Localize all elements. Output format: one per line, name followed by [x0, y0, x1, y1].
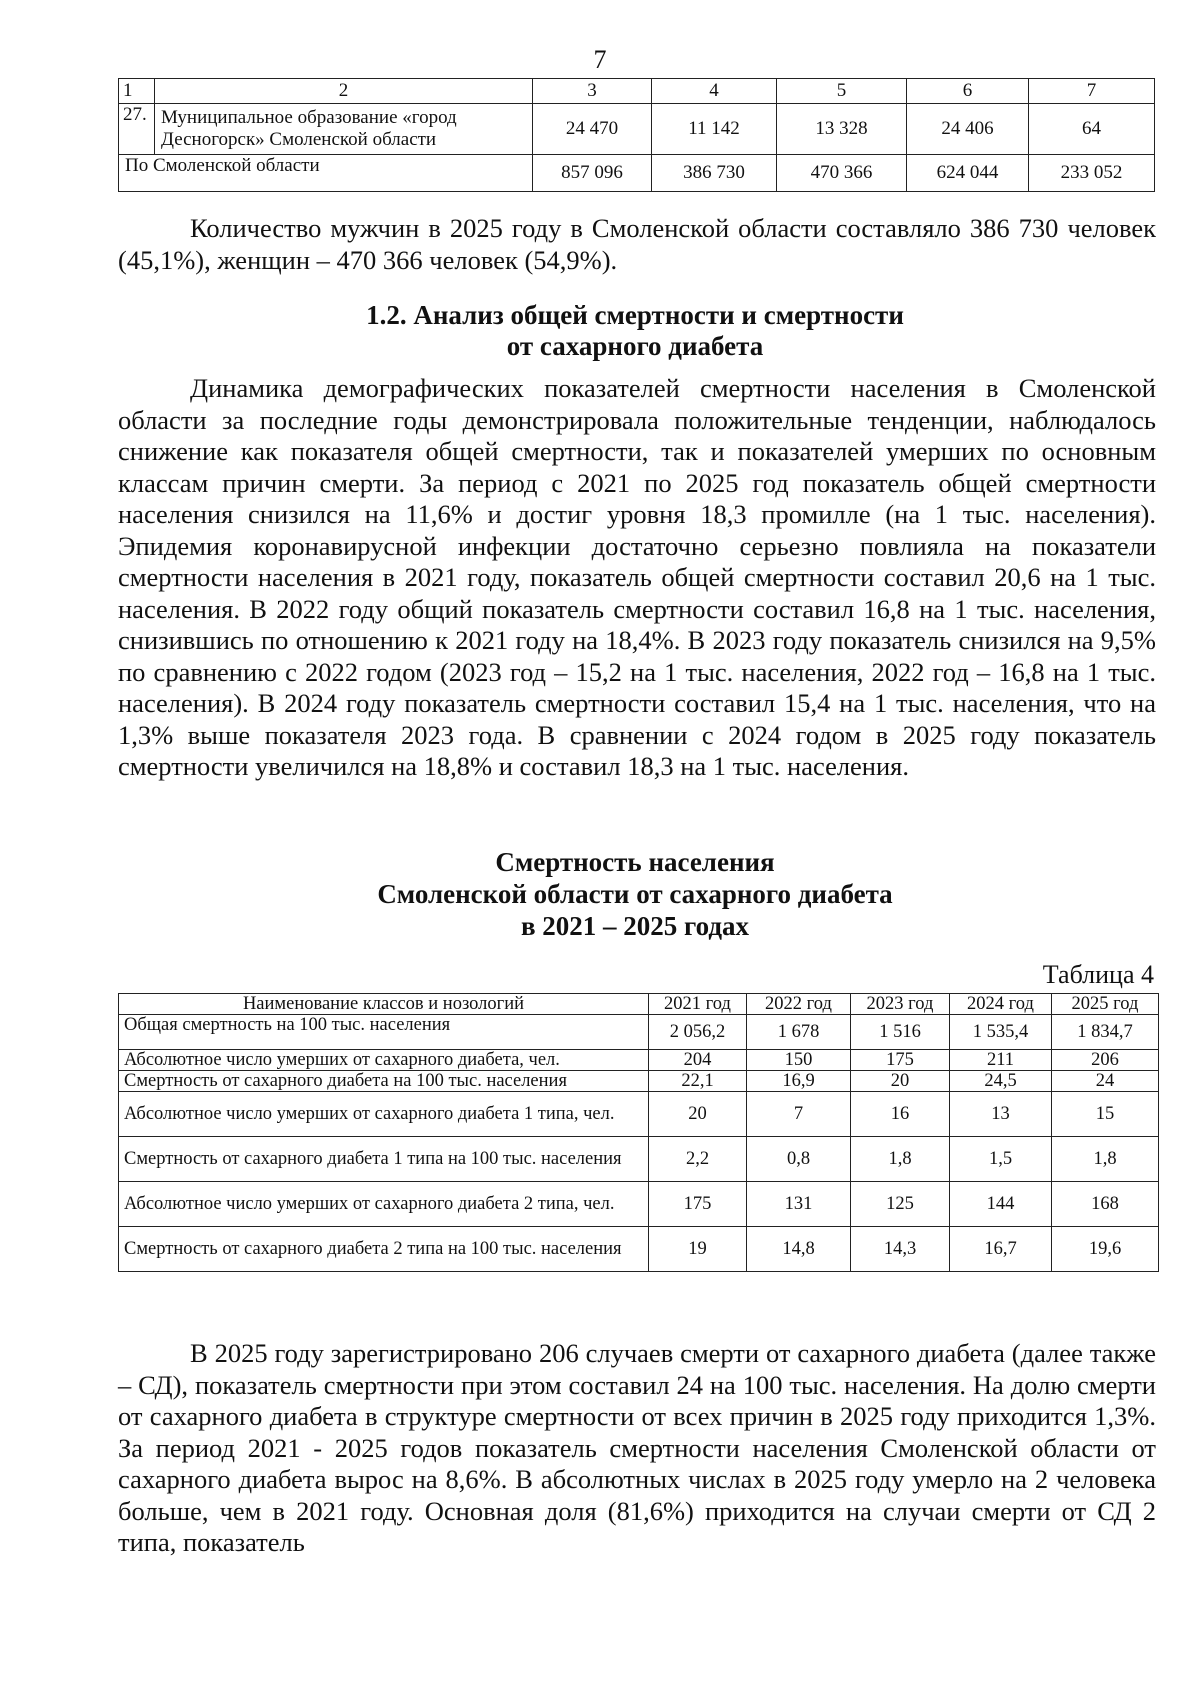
table-cell: 24 470: [533, 104, 652, 155]
table-row: [119, 1182, 1159, 1227]
table-row: [119, 104, 1155, 155]
table-cell: 20: [649, 1092, 747, 1137]
table-cell: 16,9: [747, 1071, 851, 1092]
paragraph-population: Количество мужчин в 2025 году в Смоленской области составляло 386 730 человек (45,1%), женщин – 470 366 человек (54,9%).: [118, 213, 1156, 275]
table-cell: 131: [747, 1182, 851, 1227]
row-name: [155, 104, 533, 155]
table-header-cell: Наименование классов и нозологий: [119, 994, 649, 1015]
table-cell: 13 328: [777, 104, 907, 155]
table-cell: 13: [950, 1092, 1052, 1137]
table-row: [119, 1071, 1159, 1092]
table-row: [119, 1137, 1159, 1182]
population-table: [118, 78, 1155, 192]
table-header-cell: 2022 год: [747, 994, 851, 1015]
table-cell: 1,5: [950, 1137, 1052, 1182]
table-cell: 1 535,4: [950, 1015, 1052, 1050]
table-cell: 1 834,7: [1052, 1015, 1159, 1050]
table-header-row: [119, 994, 1159, 1015]
total-row: [119, 155, 1155, 192]
table-cell: 175: [851, 1050, 950, 1071]
table-cell: 175: [649, 1182, 747, 1227]
row-label: Смертность от сахарного диабета 2 типа на 100 тыс. населения: [119, 1227, 649, 1272]
table-header-cell: 2025 год: [1052, 994, 1159, 1015]
table-cell: 19: [649, 1227, 747, 1272]
table-cell: 14,8: [747, 1227, 851, 1272]
table-cell: 22,1: [649, 1071, 747, 1092]
table-caption: Таблица 4: [1042, 960, 1154, 989]
table-cell: 1 678: [747, 1015, 851, 1050]
table-header-cell: 6: [907, 79, 1029, 104]
table-cell: 0,8: [747, 1137, 851, 1182]
table-cell: 16: [851, 1092, 950, 1137]
table-header-cell: 2024 год: [950, 994, 1052, 1015]
table-cell: 11 142: [652, 104, 777, 155]
table-header-cell: 5: [777, 79, 907, 104]
table-header-cell: 2023 год: [851, 994, 950, 1015]
row-label: Абсолютное число умерших от сахарного диабета, чел.: [119, 1050, 649, 1071]
table-header-cell: 2: [155, 79, 533, 104]
table-cell: 150: [747, 1050, 851, 1071]
table-cell: 20: [851, 1071, 950, 1092]
table-cell: 470 366: [777, 155, 907, 192]
section-heading-line: от сахарного диабета: [506, 331, 764, 361]
row-label: Абсолютное число умерших от сахарного диабета 2 типа, чел.: [119, 1182, 649, 1227]
paragraph-mortality: Динамика демографических показателей смертности населения в Смоленской области за последние годы демонстрировала положительные тенденции, наблюдалось снижение как показателя общей смертности, так и показателей умерших по основным классам причин смерти. За период с 2021 по 2025 год показатель общей смертности населения снизился на 11,6% и достиг уровня 18,3 промилле (на 1 тыс. населения). Эпидемия коронавирусной инфекции достаточно серьезно повлияла на показатели смертности населения в 2021 году, показатель общей смертности составил 20,6 на 1 тыс. населения. В 2022 году общий показатель смертности составил 16,8 на 1 тыс. населения, снизившись по отношению к 2021 году на 18,4%. В 2023 году показатель снизился на 9,5% по сравнению с 2022 годом (2023 год – 15,2 на 1 тыс. населения, 2022 год – 16,8 на 1 тыс. населения). В 2024 году показатель смертности составил 15,4 на 1 тыс. населения, что на 1,3% выше показателя 2023 года. В сравнении с 2024 годом в 2025 году показатель смертности увеличился на 18,8% и составил 18,3 на 1 тыс. населения.: [118, 373, 1156, 781]
table-row: [119, 1050, 1159, 1071]
table-cell: 233 052: [1029, 155, 1155, 192]
table-cell: 2,2: [649, 1137, 747, 1182]
total-label: По Смоленской области: [119, 155, 533, 192]
row-label: Смертность от сахарного диабета 1 типа на 100 тыс. населения: [119, 1137, 649, 1182]
table-cell: 1,8: [1052, 1137, 1159, 1182]
table-cell: 1 516: [851, 1015, 950, 1050]
table-cell: 24: [1052, 1071, 1159, 1092]
table-cell: 211: [950, 1050, 1052, 1071]
table-cell: 125: [851, 1182, 950, 1227]
table-cell: 24,5: [950, 1071, 1052, 1092]
row-name-line: Муниципальное образование «город: [161, 107, 457, 128]
table-cell: 15: [1052, 1092, 1159, 1137]
table-header-cell: 4: [652, 79, 777, 104]
table-header-row: [119, 79, 1155, 104]
table-title-line: в 2021 – 2025 годах: [520, 911, 750, 941]
row-label: Абсолютное число умерших от сахарного диабета 1 типа, чел.: [119, 1092, 649, 1137]
table-cell: 206: [1052, 1050, 1159, 1071]
table-cell: 857 096: [533, 155, 652, 192]
paragraph-diabetes: В 2025 году зарегистрировано 206 случаев смерти от сахарного диабета (далее также – СД), показатель смертности при этом составил 24 на 100 тыс. населения. На долю смерти от сахарного диабета в структуре смертности от всех причин в 2025 году приходится 1,3%. За период 2021 - 2025 годов показатель смертности населения Смоленской области от сахарного диабета вырос на 8,6%. В абсолютных числах в 2025 году умерло на 2 человека больше, чем в 2021 году. Основная доля (81,6%) приходится на случаи смерти от СД 2 типа, показатель: [118, 1338, 1156, 1557]
table-cell: 7: [747, 1092, 851, 1137]
table-header-cell: 7: [1029, 79, 1155, 104]
table-cell: 2 056,2: [649, 1015, 747, 1050]
table-title-line: Смертность населения: [495, 847, 775, 877]
diabetes-mortality-table: [118, 993, 1159, 1272]
table-cell: 386 730: [652, 155, 777, 192]
table-cell: 204: [649, 1050, 747, 1071]
table-cell: 19,6: [1052, 1227, 1159, 1272]
row-label: Общая смертность на 100 тыс. населения: [119, 1015, 649, 1050]
table-title: [0, 846, 1200, 942]
page-number: 7: [593, 45, 607, 74]
table-header-cell: 2021 год: [649, 994, 747, 1015]
row-number: 27.: [119, 104, 155, 155]
row-label: Смертность от сахарного диабета на 100 тыс. населения: [119, 1071, 649, 1092]
table-cell: 16,7: [950, 1227, 1052, 1272]
table-header-cell: 3: [533, 79, 652, 104]
table-cell: 168: [1052, 1182, 1159, 1227]
table-cell: 64: [1029, 104, 1155, 155]
section-heading: [0, 300, 1200, 362]
table-title-line: Смоленской области от сахарного диабета: [377, 879, 893, 909]
table-row: [119, 1227, 1159, 1272]
table-cell: 1,8: [851, 1137, 950, 1182]
table-row: [119, 1092, 1159, 1137]
table-cell: 624 044: [907, 155, 1029, 192]
section-heading-line: 1.2. Анализ общей смертности и смертности: [366, 300, 904, 330]
table-row: [119, 1015, 1159, 1050]
table-header-cell: 1: [119, 79, 155, 104]
table-cell: 14,3: [851, 1227, 950, 1272]
row-name-line: Десногорск» Смоленской области: [161, 129, 437, 150]
table-cell: 144: [950, 1182, 1052, 1227]
table-cell: 24 406: [907, 104, 1029, 155]
